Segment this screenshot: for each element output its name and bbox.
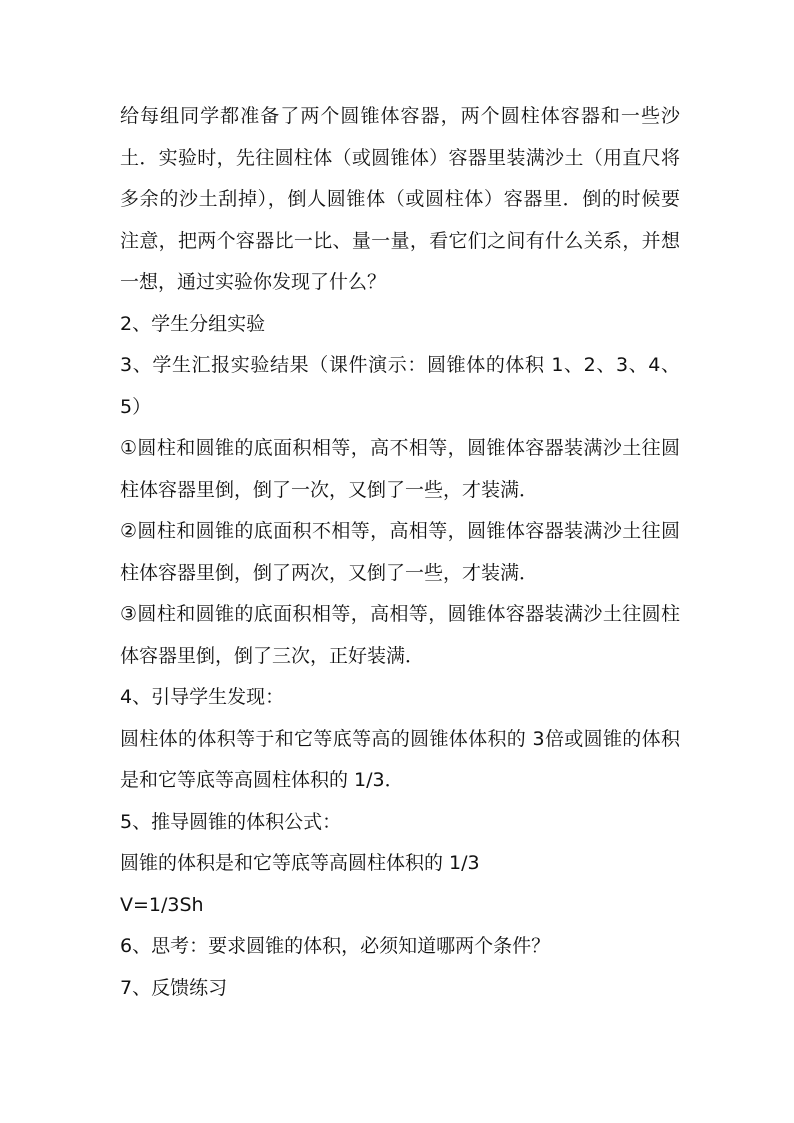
paragraph-step-7: 7、反馈练习 xyxy=(120,976,228,999)
paragraph-result-1: ①圆柱和圆锥的底面积相等，高不相等，圆锥体容器装满沙土往圆柱体容器里倒，倒了一次，又倒了一些，才装满． xyxy=(120,437,680,501)
paragraph-experiment-intro: 给每组同学都准备了两个圆锥体容器，两个圆柱体容器和一些沙土．实验时，先往圆柱体（或圆锥体）容器里装满沙土（用直尺将多余的沙土刮掉），倒人圆锥体（或圆柱体）容器里．倒的时候要注意，把两个容器比一比、量一量，看它们之间有什么关系，并想一想，通过实验你发现了什么？ xyxy=(120,105,680,293)
paragraph-step-5: 5、推导圆锥的体积公式： xyxy=(120,810,342,833)
paragraph-discovery: 圆柱体的体积等于和它等底等高的圆锥体体积的 3倍或圆锥的体积是和它等底等高圆柱体积的 1/3． xyxy=(120,727,680,791)
paragraph-step-3: 3、学生汇报实验结果（课件演示：圆锥体的体积 1、2、3、4、5） xyxy=(120,354,680,418)
paragraph-formula: V=1/3Sh xyxy=(120,893,204,916)
document-body xyxy=(120,96,680,1009)
paragraph-step-6: 6、思考：要求圆锥的体积，必须知道哪两个条件？ xyxy=(120,935,551,957)
paragraph-result-3: ③圆柱和圆锥的底面积相等，高相等，圆锥体容器装满沙土往圆柱体容器里倒，倒了三次，正好装满． xyxy=(120,603,680,667)
paragraph-step-4: 4、引导学生发现： xyxy=(120,686,285,708)
paragraph-result-2: ②圆柱和圆锥的底面积不相等，高相等，圆锥体容器装满沙土往圆柱体容器里倒，倒了两次，又倒了一些，才装满． xyxy=(120,520,680,584)
paragraph-step-2: 2、学生分组实验 xyxy=(120,312,266,335)
paragraph-formula-text: 圆锥的体积是和它等底等高圆柱体积的 1/3 xyxy=(120,852,480,874)
